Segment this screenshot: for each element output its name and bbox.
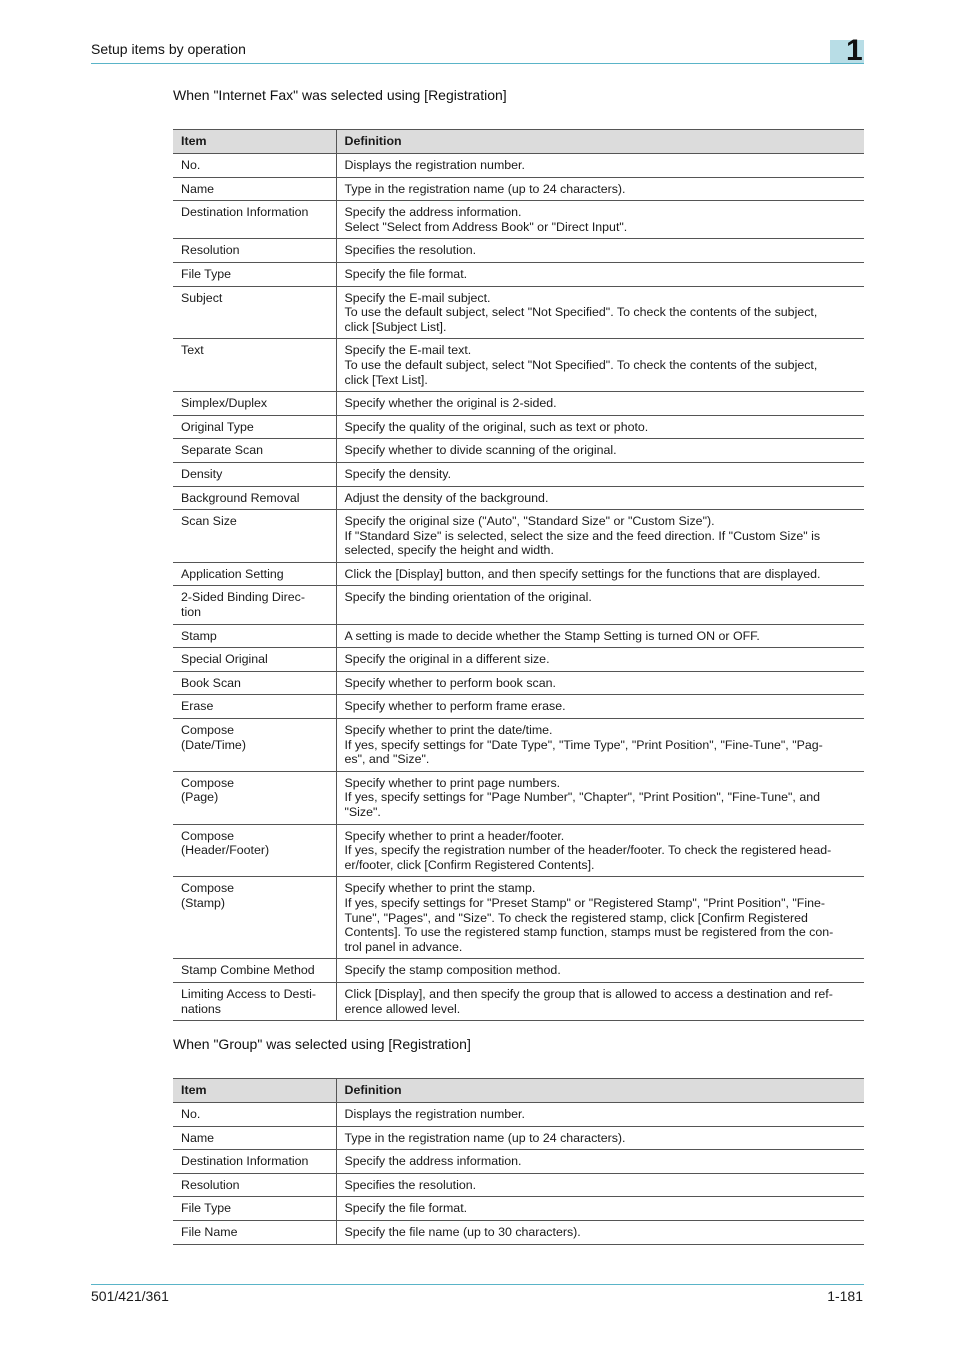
table-header-row xyxy=(173,1079,864,1103)
item-text-line: Scan Size xyxy=(181,514,237,529)
page-number: 1-181 xyxy=(827,1288,863,1304)
definition-text-line: Specify the density. xyxy=(344,466,452,481)
definition-cell xyxy=(336,586,864,624)
item-cell xyxy=(173,1150,336,1174)
item-cell xyxy=(173,486,336,510)
definition-cell xyxy=(336,1150,864,1174)
definition-cell xyxy=(336,1126,864,1150)
item-cell xyxy=(173,648,336,672)
table-row xyxy=(173,239,864,263)
item-cell xyxy=(173,1103,336,1127)
item-text-line: Compose xyxy=(181,723,235,738)
header-divider xyxy=(91,63,864,64)
item-cell xyxy=(173,510,336,563)
definition-text-line: Specify the original size ("Auto", "Standard Size" or "Custom Size"). xyxy=(344,514,715,529)
definition-cell xyxy=(336,392,864,416)
item-text-line: (Header/Footer) xyxy=(181,843,270,858)
section-title-group: When "Group" was selected using [Registration] xyxy=(173,1036,471,1052)
definition-cell xyxy=(336,719,864,772)
item-cell xyxy=(173,982,336,1020)
item-cell xyxy=(173,586,336,624)
definition-cell xyxy=(336,439,864,463)
definition-cell xyxy=(336,201,864,239)
definition-text-line: Specify the file name (up to 30 characters). xyxy=(344,1224,581,1239)
table-row xyxy=(173,586,864,624)
item-text-line: Erase xyxy=(181,699,214,714)
item-text-line: No. xyxy=(181,158,201,172)
definition-text-line: Specify whether to print page numbers. xyxy=(344,775,561,790)
definition-text-line: Specifies the resolution. xyxy=(344,1177,477,1192)
definition-text-line: Specify the file format. xyxy=(344,266,468,281)
definition-text-line: Specifies the resolution. xyxy=(344,243,477,258)
definition-text-line: To use the default subject, select "Not Specified". To check the contents of the subject, xyxy=(344,305,818,320)
definition-cell xyxy=(336,1197,864,1221)
item-text-line: Compose xyxy=(181,828,235,843)
table-row xyxy=(173,339,864,392)
definition-text-line: If yes, specify settings for "Date Type", "Time Type", "Print Position", "Fine-Tune", "Pag- xyxy=(344,737,823,752)
item-cell xyxy=(173,771,336,824)
item-text-line: nations xyxy=(181,1001,221,1016)
definition-text-line: Specify whether to print the stamp. xyxy=(344,881,536,896)
definition-cell xyxy=(336,771,864,824)
column-header-item: Item xyxy=(173,130,336,154)
model-number: 501/421/361 xyxy=(91,1288,169,1304)
definition-text-line: If "Standard Size" is selected, select the size and the feed direction. If "Custom Size" is xyxy=(344,528,821,543)
table-row xyxy=(173,1150,864,1174)
definition-cell xyxy=(336,1173,864,1197)
definition-cell xyxy=(336,982,864,1020)
definition-cell xyxy=(336,648,864,672)
table-row xyxy=(173,486,864,510)
definition-text-line: Adjust the density of the background. xyxy=(344,490,549,505)
definition-text-line: er/footer, click [Confirm Registered Contents]. xyxy=(344,857,595,872)
definition-cell xyxy=(336,1103,864,1127)
definition-cell xyxy=(336,959,864,983)
item-text-line: (Date/Time) xyxy=(181,737,246,752)
item-cell xyxy=(173,177,336,201)
item-text-line: Destination Information xyxy=(181,1154,309,1169)
item-cell xyxy=(173,562,336,586)
footer-divider xyxy=(91,1284,864,1285)
item-text-line: File Type xyxy=(181,266,232,281)
table-row xyxy=(173,286,864,339)
definition-text-line: Specify whether to print a header/footer. xyxy=(344,828,565,843)
item-text-line: Stamp Combine Method xyxy=(181,963,315,978)
item-text-line: Simplex/Duplex xyxy=(181,396,268,411)
definition-text-line: Specify the E-mail subject. xyxy=(344,290,491,305)
definition-text-line: Type in the registration name (up to 24 characters). xyxy=(344,181,626,196)
item-text-line: Background Removal xyxy=(181,490,300,505)
table-row xyxy=(173,1220,864,1244)
definition-text-line: Specify the address information. xyxy=(344,205,522,220)
group-settings-table xyxy=(173,1078,864,1245)
table-row xyxy=(173,510,864,563)
definition-text-line: Displays the registration number. xyxy=(344,158,525,172)
definition-text-line: erence allowed level. xyxy=(344,1001,461,1016)
item-cell xyxy=(173,392,336,416)
definition-text-line: Specify the file format. xyxy=(344,1201,468,1216)
item-text-line: File Name xyxy=(181,1224,238,1239)
item-cell xyxy=(173,439,336,463)
section-title-internet-fax: When "Internet Fax" was selected using [Registration] xyxy=(173,87,507,103)
table-row xyxy=(173,982,864,1020)
table-row xyxy=(173,392,864,416)
definition-cell xyxy=(336,510,864,563)
table-row xyxy=(173,154,864,178)
item-cell xyxy=(173,695,336,719)
item-cell xyxy=(173,239,336,263)
item-cell xyxy=(173,1173,336,1197)
item-cell xyxy=(173,719,336,772)
definition-text-line: Specify whether to divide scanning of the original. xyxy=(344,443,617,458)
item-cell xyxy=(173,462,336,486)
definition-cell xyxy=(336,671,864,695)
table-row xyxy=(173,648,864,672)
table-row xyxy=(173,201,864,239)
definition-text-line: "Size". xyxy=(344,805,381,819)
item-cell xyxy=(173,1197,336,1221)
item-text-line: Resolution xyxy=(181,243,240,258)
item-text-line: Original Type xyxy=(181,419,254,434)
definition-cell xyxy=(336,877,864,959)
definition-cell xyxy=(336,462,864,486)
definition-text-line: Specify the address information. xyxy=(344,1154,522,1169)
item-text-line: 2-Sided Binding Direc- xyxy=(181,590,305,605)
item-cell xyxy=(173,1126,336,1150)
item-cell xyxy=(173,154,336,178)
table-row xyxy=(173,824,864,877)
definition-text-line: Type in the registration name (up to 24 characters). xyxy=(344,1130,626,1145)
definition-text-line: If yes, specify the registration number of the header/footer. To check the registered head- xyxy=(344,843,832,858)
column-header-item: Item xyxy=(173,1079,336,1103)
item-text-line: Density xyxy=(181,466,223,481)
table-row xyxy=(173,415,864,439)
definition-text-line: Tune", "Pages", and "Size". To check the registered stamp, click [Confirm Registered xyxy=(344,910,808,925)
definition-cell xyxy=(336,824,864,877)
definition-cell xyxy=(336,415,864,439)
column-header-definition: Definition xyxy=(336,1079,864,1103)
chapter-number: 1 xyxy=(846,34,863,67)
table-row xyxy=(173,1103,864,1127)
table-row xyxy=(173,439,864,463)
item-cell xyxy=(173,877,336,959)
table-row xyxy=(173,959,864,983)
definition-text-line: Specify whether the original is 2-sided. xyxy=(344,396,557,411)
item-cell xyxy=(173,262,336,286)
item-cell xyxy=(173,286,336,339)
item-text-line: Compose xyxy=(181,881,235,896)
table-row xyxy=(173,1173,864,1197)
definition-text-line: If yes, specify settings for "Page Number", "Chapter", "Print Position", "Fine-Tune", and xyxy=(344,790,820,805)
item-cell xyxy=(173,624,336,648)
definition-text-line: Specify whether to perform frame erase. xyxy=(344,699,566,714)
definition-text-line: click [Subject List]. xyxy=(344,319,447,334)
item-text-line: Separate Scan xyxy=(181,443,263,458)
definition-cell xyxy=(336,695,864,719)
definition-text-line: Contents]. To use the registered stamp function, stamps must be registered from the con- xyxy=(344,925,834,940)
item-cell xyxy=(173,1220,336,1244)
header-title: Setup items by operation xyxy=(91,41,246,57)
definition-text-line: click [Text List]. xyxy=(344,372,428,387)
table-row xyxy=(173,624,864,648)
definition-text-line: es", and "Size". xyxy=(344,752,430,767)
item-text-line: tion xyxy=(181,605,201,620)
item-text-line: Resolution xyxy=(181,1177,240,1192)
definition-text-line: Specify whether to perform book scan. xyxy=(344,675,556,690)
table-row xyxy=(173,719,864,772)
definition-text-line: Select "Select from Address Book" or "Direct Input". xyxy=(344,219,628,234)
definition-cell xyxy=(336,486,864,510)
definition-text-line: Specify whether to print the date/time. xyxy=(344,723,553,738)
table-row xyxy=(173,1197,864,1221)
definition-cell xyxy=(336,239,864,263)
definition-cell xyxy=(336,262,864,286)
item-text-line: Name xyxy=(181,1130,215,1145)
table-row xyxy=(173,1126,864,1150)
definition-text-line: trol panel in advance. xyxy=(344,939,463,954)
definition-text-line: A setting is made to decide whether the Stamp Setting is turned ON or OFF. xyxy=(344,628,760,643)
item-text-line: No. xyxy=(181,1107,201,1121)
table-header-row xyxy=(173,130,864,154)
item-text-line: Text xyxy=(181,343,204,358)
definition-cell xyxy=(336,1220,864,1244)
item-text-line: Limiting Access to Desti- xyxy=(181,986,316,1001)
item-text-line: Application Setting xyxy=(181,566,284,581)
definition-text-line: Specify the binding orientation of the original. xyxy=(344,590,592,605)
definition-text-line: To use the default subject, select "Not Specified". To check the contents of the subject, xyxy=(344,357,818,372)
item-cell xyxy=(173,671,336,695)
definition-cell xyxy=(336,177,864,201)
item-cell xyxy=(173,339,336,392)
definition-cell xyxy=(336,286,864,339)
definition-text-line: Specify the E-mail text. xyxy=(344,343,472,358)
definition-cell xyxy=(336,562,864,586)
table-row xyxy=(173,695,864,719)
table-row xyxy=(173,562,864,586)
table-row xyxy=(173,462,864,486)
item-cell xyxy=(173,201,336,239)
table-row xyxy=(173,671,864,695)
column-header-definition: Definition xyxy=(336,130,864,154)
table-row xyxy=(173,177,864,201)
internet-fax-settings-table xyxy=(173,129,864,1021)
definition-text-line: Displays the registration number. xyxy=(344,1107,525,1121)
item-text-line: Stamp xyxy=(181,628,217,643)
definition-text-line: Click [Display], and then specify the group that is allowed to access a destination and ref- xyxy=(344,986,833,1001)
definition-text-line: If yes, specify settings for "Preset Stamp" or "Registered Stamp", "Print Position", "Fine- xyxy=(344,895,825,910)
item-cell xyxy=(173,415,336,439)
item-text-line: (Page) xyxy=(181,790,219,805)
item-text-line: Subject xyxy=(181,290,223,305)
table-row xyxy=(173,262,864,286)
definition-cell xyxy=(336,339,864,392)
definition-text-line: Specify the stamp composition method. xyxy=(344,963,561,978)
definition-text-line: Specify the quality of the original, such as text or photo. xyxy=(344,419,649,434)
item-cell xyxy=(173,959,336,983)
table-row xyxy=(173,877,864,959)
definition-text-line: Specify the original in a different size. xyxy=(344,652,550,667)
item-cell xyxy=(173,824,336,877)
item-text-line: Special Original xyxy=(181,652,268,667)
definition-text-line: selected, specify the height and width. xyxy=(344,543,554,558)
item-text-line: Book Scan xyxy=(181,675,241,690)
item-text-line: Name xyxy=(181,181,215,196)
definition-text-line: Click the [Display] button, and then specify settings for the functions that are displayed. xyxy=(344,566,821,581)
item-text-line: Destination Information xyxy=(181,205,309,220)
item-text-line: (Stamp) xyxy=(181,895,226,910)
definition-cell xyxy=(336,154,864,178)
item-text-line: Compose xyxy=(181,775,235,790)
definition-cell xyxy=(336,624,864,648)
item-text-line: File Type xyxy=(181,1201,232,1216)
table-row xyxy=(173,771,864,824)
